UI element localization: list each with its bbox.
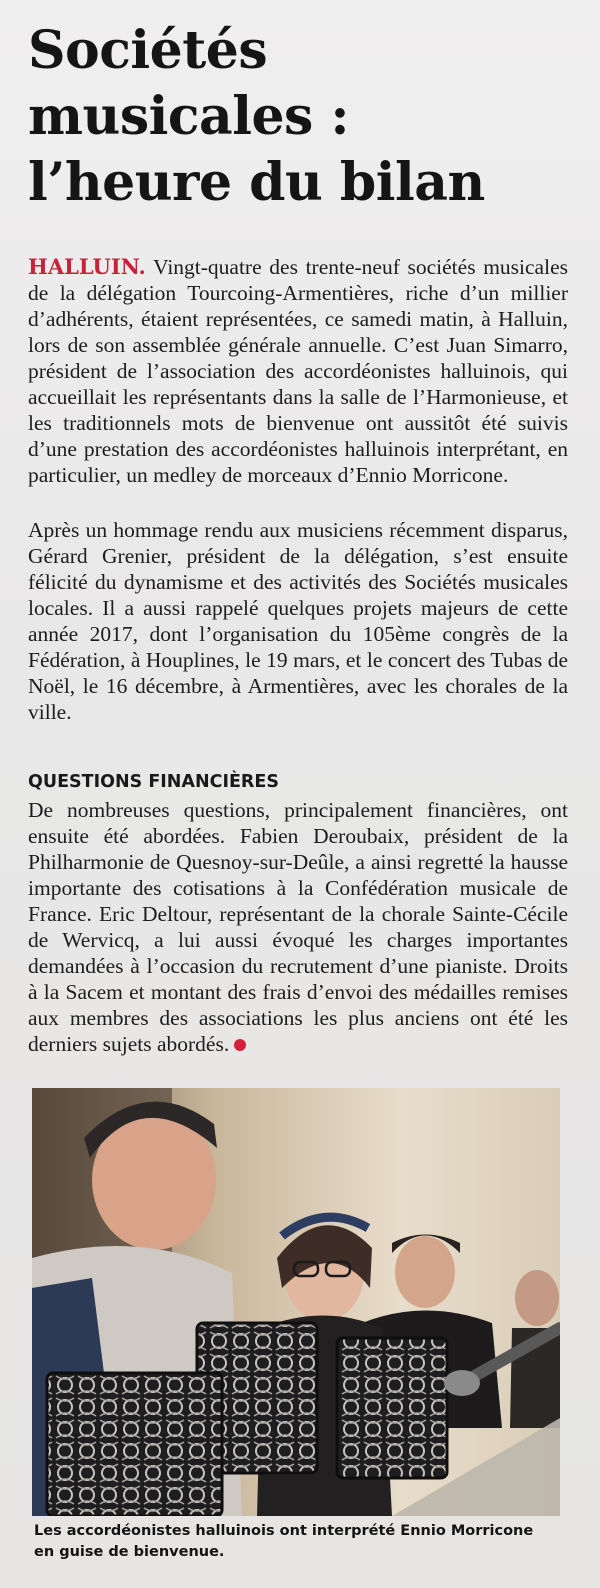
paragraph-3 <box>28 797 568 1057</box>
headline-line-1: Sociétés <box>28 20 268 81</box>
headline-line-3: l’heure du bilan <box>28 152 485 213</box>
subheading: QUESTIONS FINANCIÈRES <box>28 772 279 792</box>
paragraph-1 <box>28 254 568 488</box>
accordionists-photo <box>32 1088 560 1516</box>
paragraph-3-text: De nombreuses questions, principalement financières, ont ensuite été abordées. Fabien Deroubaix, président de la Philharmonie de Quesnoy-sur-Deûle, a ainsi regretté la hausse importante des cotisations à la Confédération musicale de France. Eric Deltour, représentant de la chorale Sainte-Cécile de Wervicq, a lui aussi évoqué les charges importantes demandées à l’occasion du recrutement d’une pianiste. Droits à la Sacem et montant des frais d’envoi des médailles remises aux membres des associations les plus anciens ont été les derniers sujets abordés. <box>28 798 568 1056</box>
paragraph-2: Après un hommage rendu aux musiciens récemment disparus, Gérard Grenier, président de la délégation, s’est ensuite félicité du dynamisme et des activités des Sociétés musicales locales. Il a aussi rappelé quelques projets majeurs de cette année 2017, dont l’organisation du 105ème congrès de la Fédération, à Houplines, le 19 mars, et le concert des Tubas de Noël, le 16 décembre, à Armentières, avec les chorales de la ville. <box>28 518 568 724</box>
photo-illustration <box>32 1088 560 1516</box>
man-right-face <box>395 1236 455 1308</box>
paragraph-1-text: Vingt-quatre des trente-neuf sociétés musicales de la délégation Tourcoing-Armentières, riche d’un millier d’adhérents, étaient représentées, ce samedi matin, à Halluin, lors de son assemblée générale annuelle. C’est Juan Simarro, président de l’association des accordéonistes halluinois, qui accueillait les représentants dans la salle de l’Harmonieuse, et les traditionnels mots de bienvenue ont aussitôt été suivis d’une prestation des accordéonistes halluinois interprétant, en particulier, un medley de morceaux d’Ennio Morricone. <box>28 255 568 487</box>
accordion-front <box>47 1373 222 1516</box>
headline <box>28 18 578 216</box>
end-of-article-dot-icon <box>234 1039 246 1051</box>
man-far-right-face <box>515 1270 559 1326</box>
accordion-woman <box>337 1338 447 1478</box>
caption-line-1: Les accordéonistes halluinois ont interprété Ennio Morricone <box>34 1523 534 1539</box>
caption-line-2: en guise de bienvenue. <box>34 1544 225 1560</box>
dateline: HALLUIN. <box>28 254 146 279</box>
microphone-head <box>444 1370 480 1396</box>
photo-caption <box>34 1521 564 1563</box>
headline-line-2: musicales : <box>28 86 350 147</box>
